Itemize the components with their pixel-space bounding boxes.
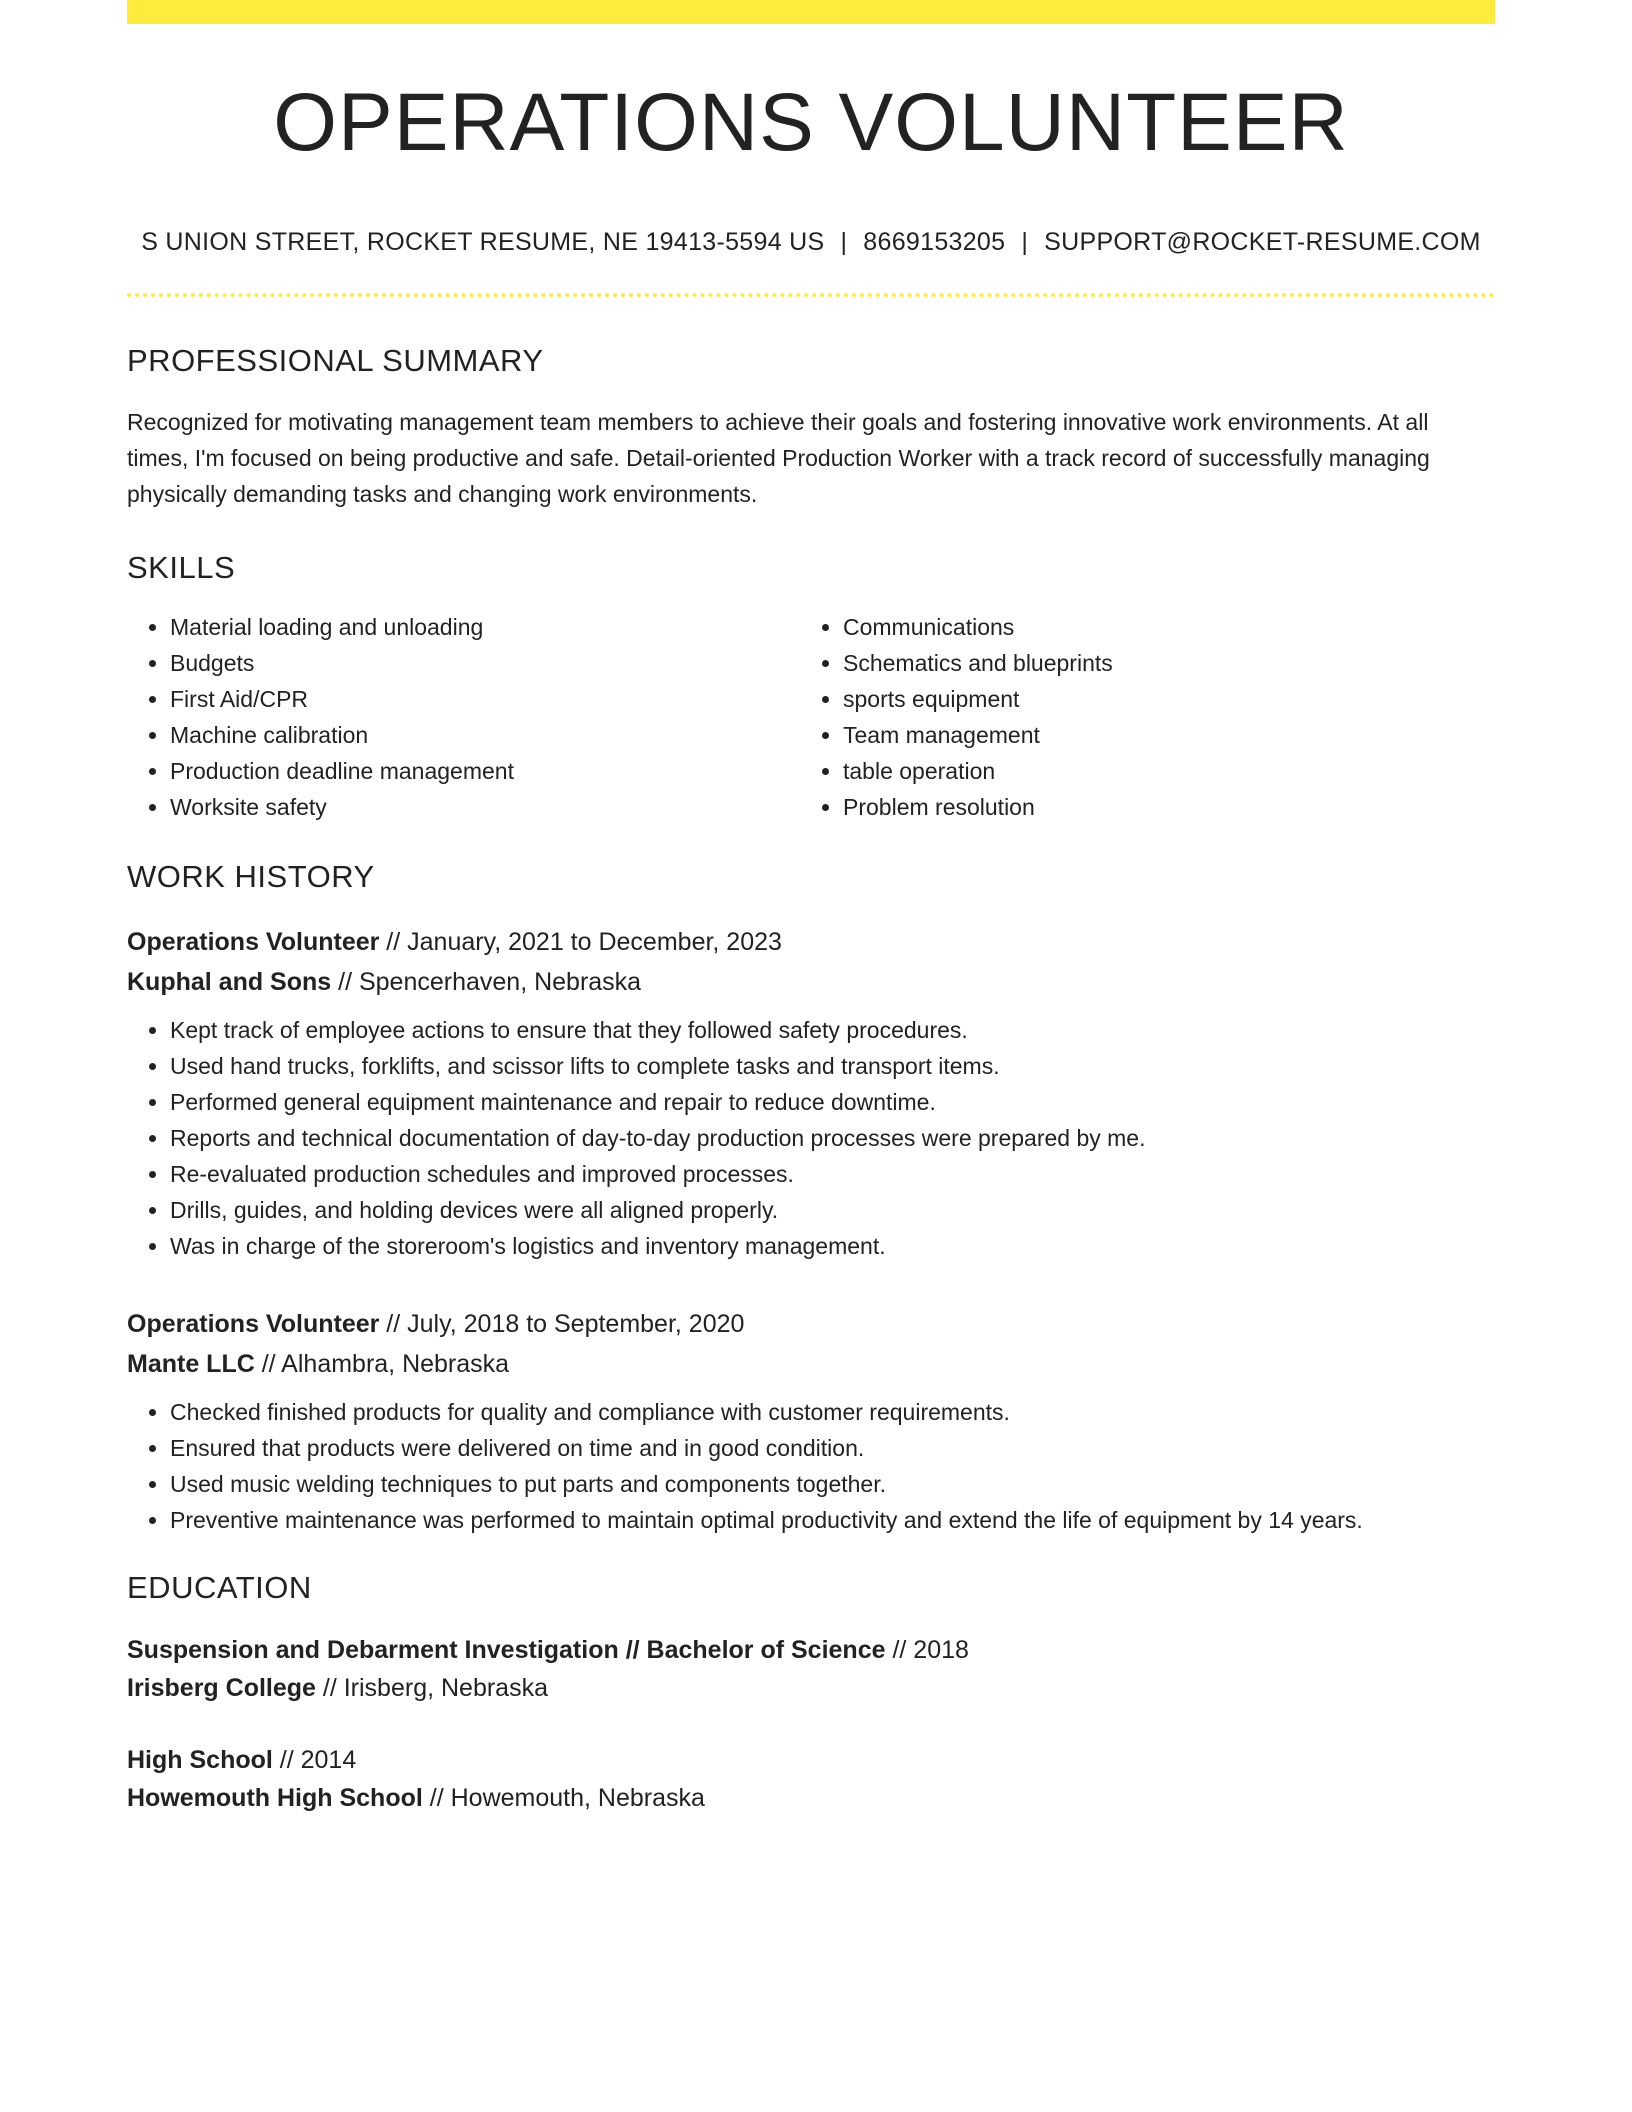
education-location: // Howemouth, Nebraska (422, 1784, 705, 1812)
job-bullet: • Drills, guides, and holding devices were all aligned properly. (170, 1192, 1495, 1228)
skill-item: • First Aid/CPR (170, 681, 800, 717)
job-dates: // July, 2018 to September, 2020 (379, 1310, 745, 1338)
skills-column-right (800, 609, 1473, 825)
skill-item: • Production deadline management (170, 753, 800, 789)
contact-email: SUPPORT@ROCKET-RESUME.COM (1044, 228, 1481, 256)
job-dates: // January, 2021 to December, 2023 (379, 928, 782, 956)
job-bullets (127, 1012, 1495, 1264)
education-entry (127, 1741, 1495, 1817)
job-bullet: • Ensured that products were delivered on time and in good condition. (170, 1430, 1495, 1466)
job-company-line (127, 962, 1495, 1002)
education-school-line (127, 1669, 1495, 1707)
skill-item: • Worksite safety (170, 789, 800, 825)
education-school: Howemouth High School (127, 1784, 423, 1812)
education-entry (127, 1631, 1495, 1707)
contact-separator: | (1021, 228, 1029, 256)
job-location: // Spencerhaven, Nebraska (331, 968, 642, 996)
summary-text: Recognized for motivating management team members to achieve their goals and fostering innovative work environments. At all times, I'm focused on being productive and safe. Detail-oriented Production Worker with a track record of successfully managing physically demanding tasks and changing work environments. (127, 409, 1430, 507)
education-year: // 2014 (272, 1746, 357, 1774)
skill-item: • Machine calibration (170, 717, 800, 753)
job-company: Mante LLC (127, 1350, 255, 1378)
resume-name: OPERATIONS VOLUNTEER (273, 77, 1349, 168)
job-bullet: • Was in charge of the storeroom's logistics and inventory management. (170, 1228, 1495, 1264)
skill-item: • Problem resolution (843, 789, 1473, 825)
education-year: // 2018 (885, 1636, 969, 1664)
job-bullet: • Used hand trucks, forklifts, and scissor lifts to complete tasks and transport items. (170, 1048, 1495, 1084)
contact-phone: 8669153205 (863, 228, 1006, 256)
job-bullet: • Used music welding techniques to put parts and components together. (170, 1466, 1495, 1502)
skill-item: • Material loading and unloading (170, 609, 800, 645)
summary-heading: PROFESSIONAL SUMMARY (127, 343, 544, 378)
contact-address: S UNION STREET, ROCKET RESUME, NE 19413-5594 US (141, 228, 825, 256)
skills-list (127, 609, 1495, 825)
education-degree-line (127, 1741, 1495, 1779)
job-location: // Alhambra, Nebraska (254, 1350, 510, 1378)
job-bullet: • Reports and technical documentation of day-to-day production processes were prepared by me. (170, 1120, 1495, 1156)
job-title-line (127, 922, 1495, 962)
resume-page (127, 0, 1495, 1817)
skills-heading: SKILLS (127, 550, 236, 585)
skill-item: • Budgets (170, 645, 800, 681)
job-company: Kuphal and Sons (127, 968, 332, 996)
skill-item: • Team management (843, 717, 1473, 753)
skill-item: • sports equipment (843, 681, 1473, 717)
education-degree: High School (127, 1746, 273, 1774)
job-entry (127, 1304, 1495, 1538)
job-bullet: • Performed general equipment maintenance and repair to reduce downtime. (170, 1084, 1495, 1120)
education-degree-line (127, 1631, 1495, 1669)
education-degree: Suspension and Debarment Investigation // Bachelor of Science (127, 1636, 886, 1664)
top-accent-bar (127, 0, 1495, 24)
job-bullet: • Checked finished products for quality and compliance with customer requirements. (170, 1394, 1495, 1430)
work-history-heading: WORK HISTORY (127, 859, 375, 894)
job-role: Operations Volunteer (127, 928, 380, 956)
job-bullets (127, 1394, 1495, 1538)
job-bullet: • Re-evaluated production schedules and improved processes. (170, 1156, 1495, 1192)
education-heading: EDUCATION (127, 1570, 312, 1605)
skill-item: • Communications (843, 609, 1473, 645)
job-company-line (127, 1344, 1495, 1384)
job-role: Operations Volunteer (127, 1310, 380, 1338)
education-location: // Irisberg, Nebraska (315, 1674, 548, 1702)
education-school-line (127, 1779, 1495, 1817)
contact-line (127, 230, 1495, 255)
header-divider (127, 293, 1495, 297)
education-school: Irisberg College (127, 1674, 316, 1702)
job-bullet: • Preventive maintenance was performed to maintain optimal productivity and extend the life of equipment by 14 years. (170, 1502, 1495, 1538)
skills-column-left (127, 609, 800, 825)
job-title-line (127, 1304, 1495, 1344)
contact-separator: | (840, 228, 848, 256)
skill-item: • table operation (843, 753, 1473, 789)
job-entry (127, 922, 1495, 1264)
job-bullet: • Kept track of employee actions to ensure that they followed safety procedures. (170, 1012, 1495, 1048)
skill-item: • Schematics and blueprints (843, 645, 1473, 681)
